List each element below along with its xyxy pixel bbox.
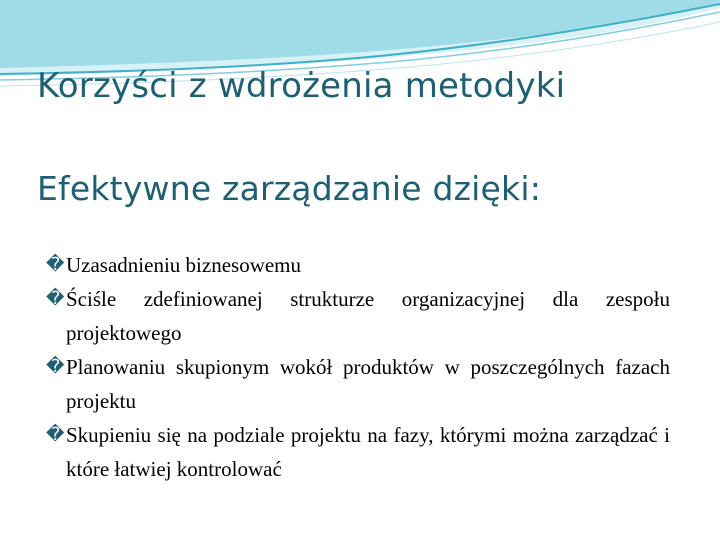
bullet-list [46, 248, 670, 486]
bullet-glyph-icon: � [46, 356, 65, 377]
slide-subtitle: Efektywne zarządzanie dzięki: [37, 169, 542, 208]
bullet-item [46, 282, 670, 350]
bullet-glyph-icon: � [46, 288, 65, 309]
bullet-glyph-icon: � [46, 254, 65, 275]
bullet-glyph-icon: � [46, 424, 65, 445]
slide-title: Korzyści z wdrożenia metodyki [37, 66, 566, 106]
bullet-item [46, 248, 670, 282]
bullet-text: Ściśle zdefiniowanej strukturze organizacyjnej dla zespołu projektowego [66, 287, 670, 345]
bullet-item [46, 350, 670, 418]
bullet-text: Planowaniu skupionym wokół produktów w poszczególnych fazach projektu [66, 355, 670, 413]
bullet-item [46, 418, 670, 486]
bullet-text: Skupieniu się na podziale projektu na fazy, którymi można zarządzać i które łatwiej kontrolować [66, 423, 670, 481]
bullet-text: Uzasadnieniu biznesowemu [66, 253, 302, 277]
